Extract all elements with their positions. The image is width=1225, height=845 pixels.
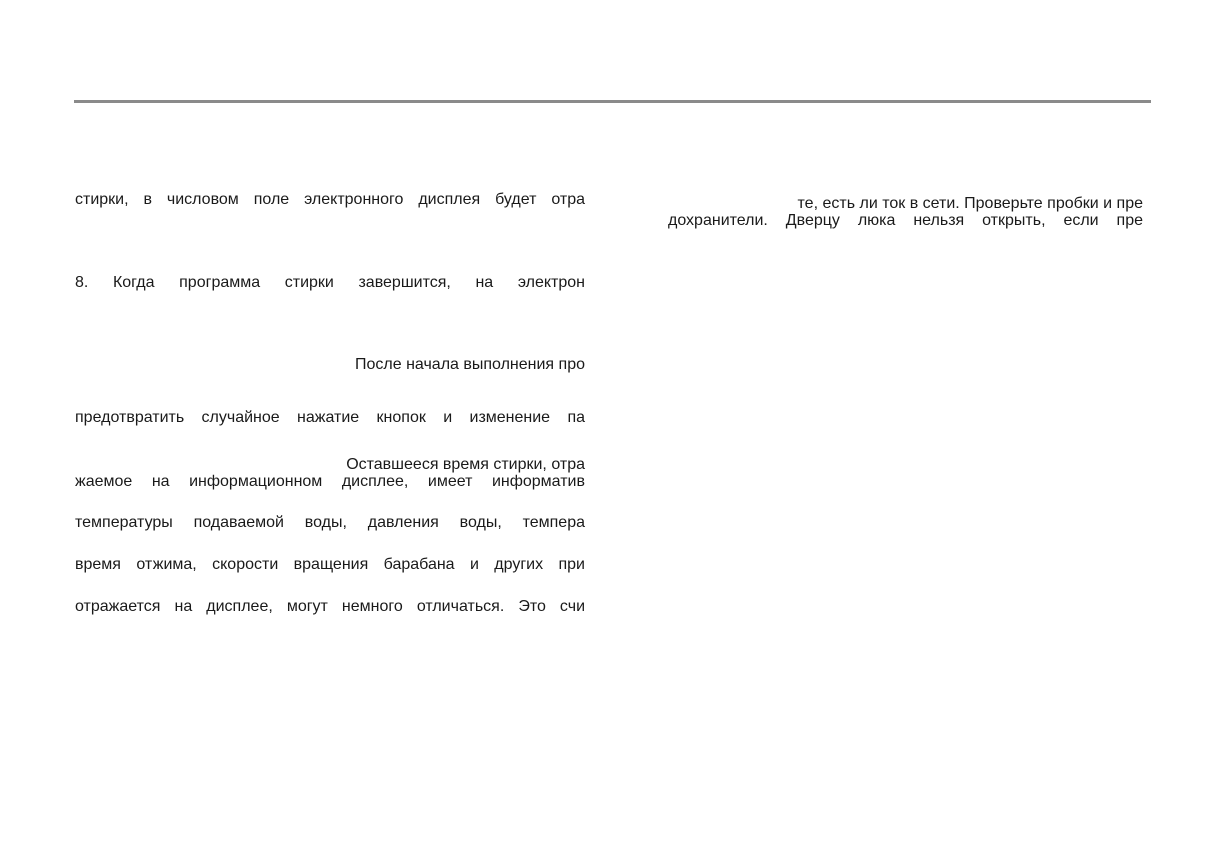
text-line: те, есть ли ток в сети. Проверьте пробки и пре bbox=[797, 195, 1143, 212]
text-line: предотвратить случайное нажатие кнопок и изменение па bbox=[75, 409, 585, 426]
text-line: дохранители. Дверцу люка нельзя открыть, если пре bbox=[668, 212, 1143, 229]
text-line: Оставшееся время стирки, отра bbox=[346, 456, 585, 473]
header-rule bbox=[74, 100, 1151, 103]
text-line: жаемое на информационном дисплее, имеет информатив bbox=[75, 473, 585, 490]
text-line: После начала выполнения про bbox=[355, 356, 585, 373]
text-line: время отжима, скорости вращения барабана и других при bbox=[75, 556, 585, 573]
text-line: отражается на дисплее, могут немного отличаться. Это счи bbox=[75, 598, 585, 615]
text-line: стирки, в числовом поле электронного дисплея будет отра bbox=[75, 191, 585, 208]
list-item-8: 8. Когда программа стирки завершится, на электрон bbox=[75, 274, 585, 291]
text-line: температуры подаваемой воды, давления воды, темпера bbox=[75, 514, 585, 531]
